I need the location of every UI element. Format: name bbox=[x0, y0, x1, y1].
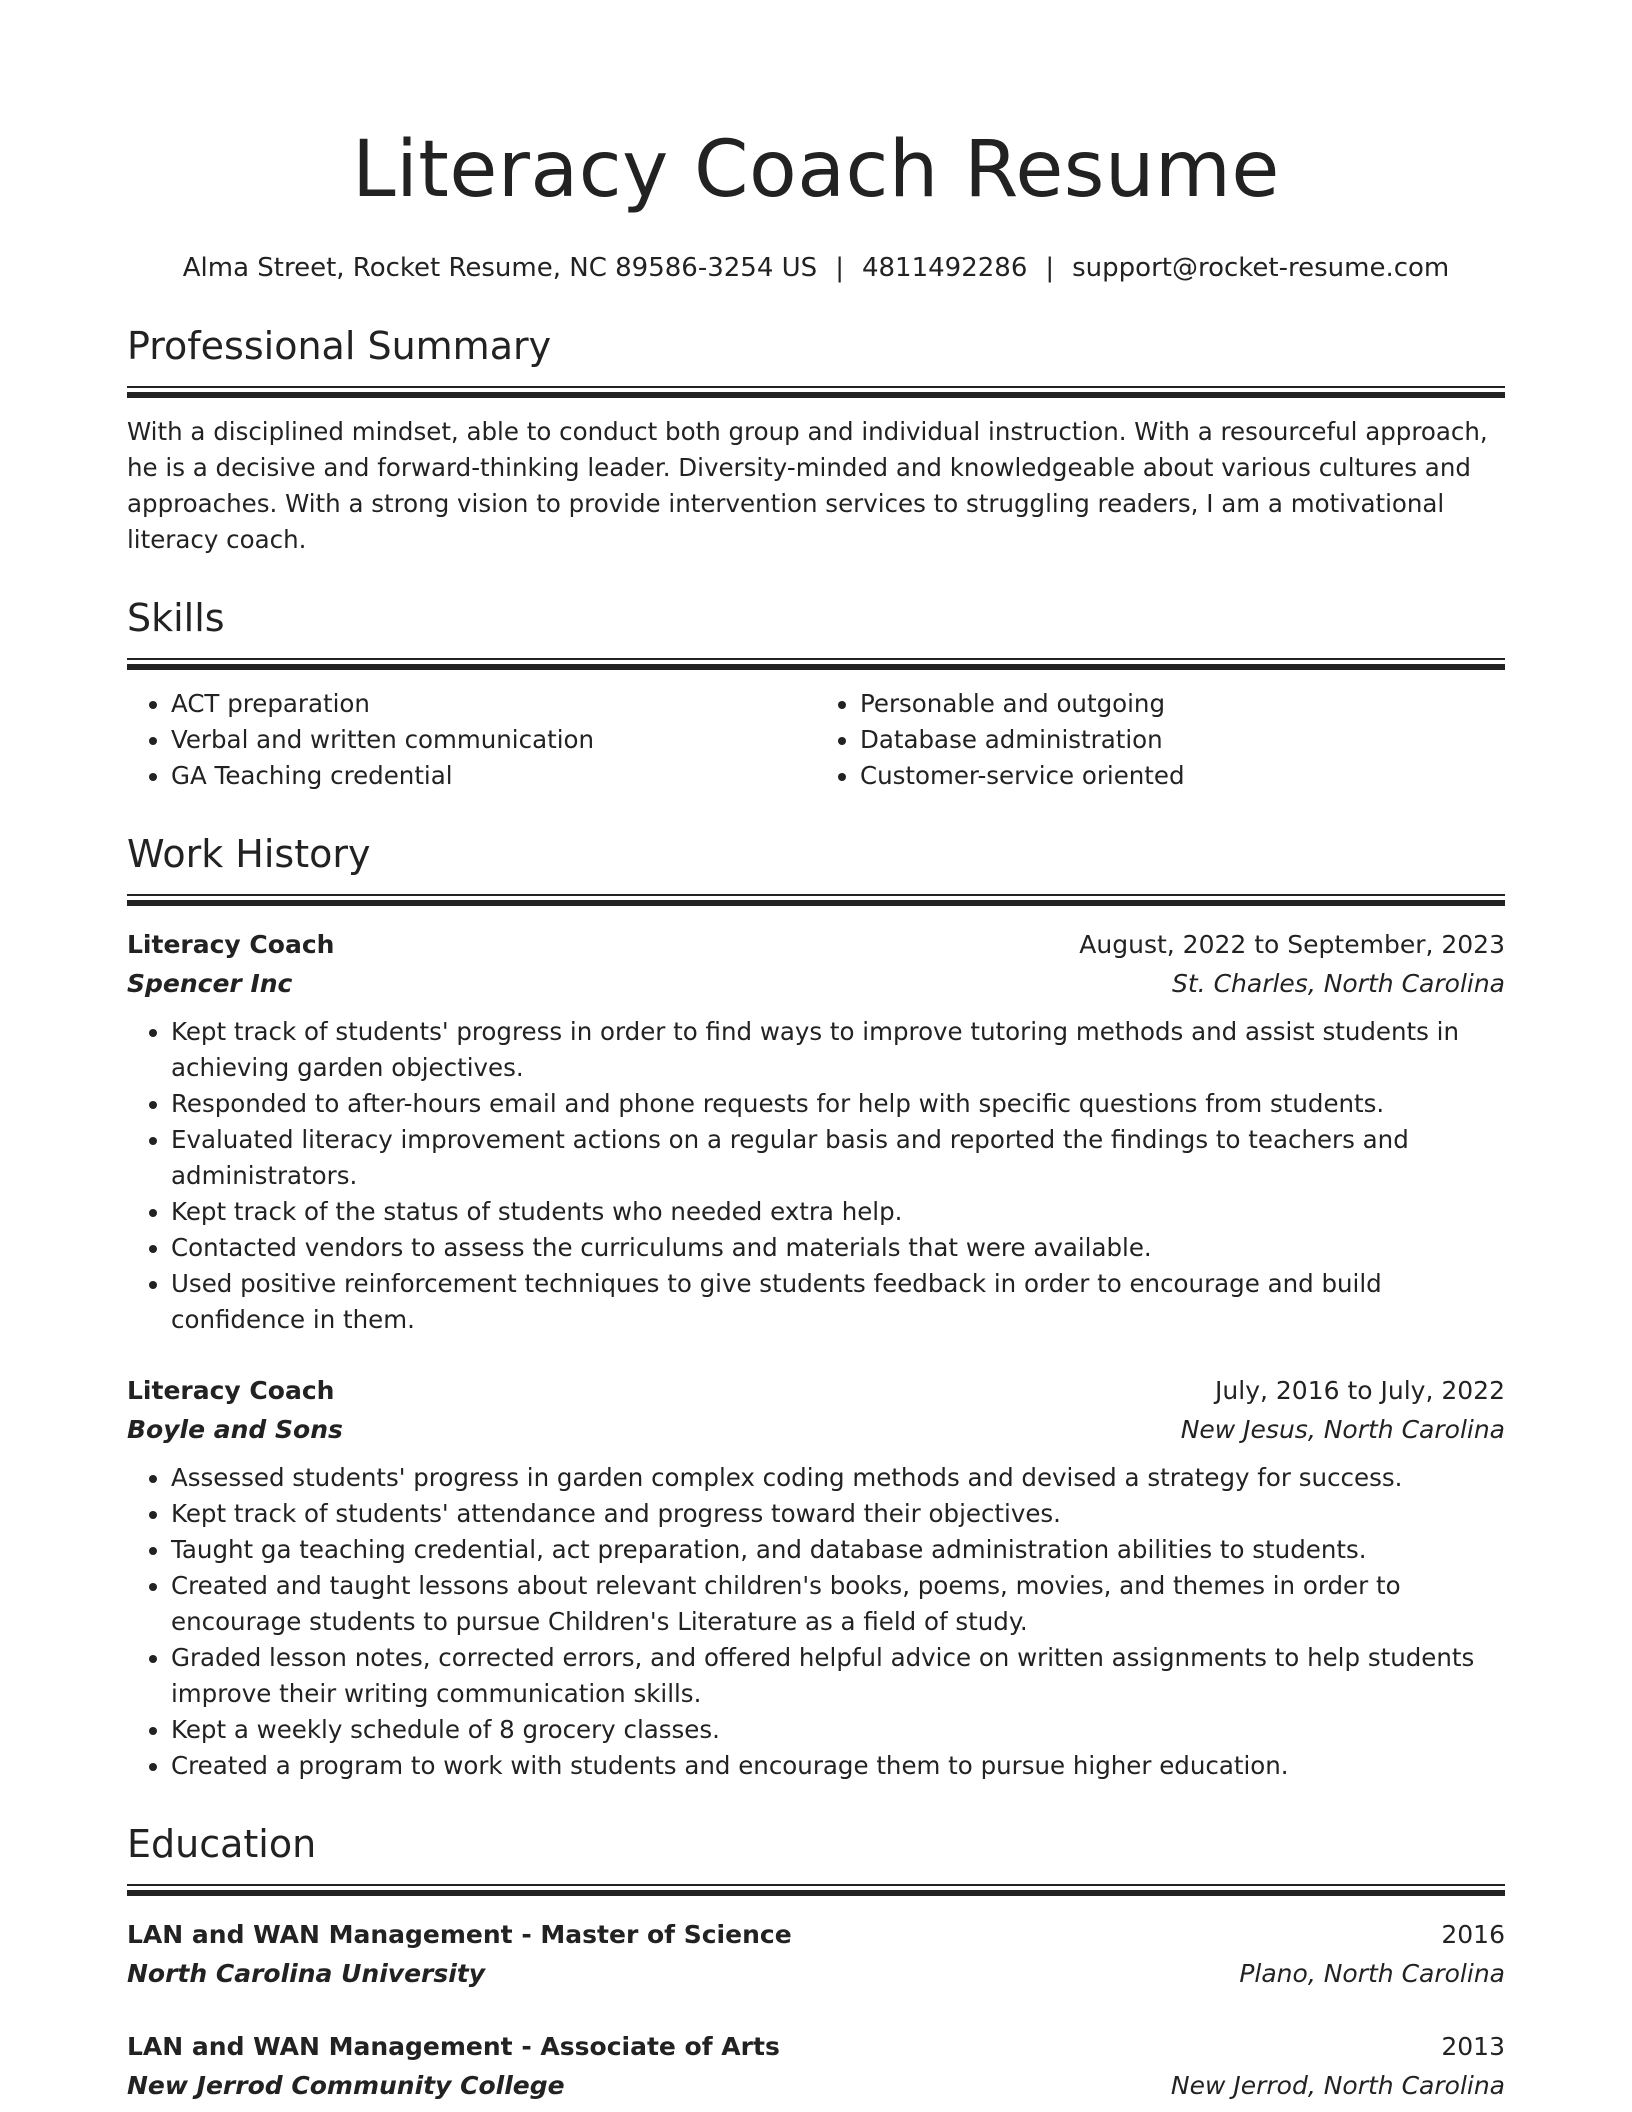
skill-item: • GA Teaching credential bbox=[171, 758, 816, 794]
education-location: Plano, North Carolina bbox=[1239, 1959, 1505, 1988]
skill-item: • Database administration bbox=[860, 722, 1505, 758]
section-divider bbox=[127, 894, 1505, 906]
education-school-row bbox=[127, 1954, 1505, 1994]
job-header-row bbox=[127, 926, 1505, 964]
job-entry bbox=[127, 1372, 1505, 1784]
job-dates: August, 2022 to September, 2023 bbox=[1079, 930, 1505, 959]
skills-list-left bbox=[127, 686, 816, 794]
education-degree: LAN and WAN Management - Associate of Arts bbox=[127, 2032, 780, 2061]
job-location: New Jesus, North Carolina bbox=[1180, 1415, 1505, 1444]
contact-email: support@rocket-resume.com bbox=[1072, 253, 1450, 283]
section-title-education: Education bbox=[127, 1822, 317, 1866]
job-location: St. Charles, North Carolina bbox=[1172, 969, 1505, 998]
contact-separator: | bbox=[835, 253, 844, 283]
job-bullet: • Evaluated literacy improvement actions on a regular basis and reported the findings to teachers and administrators. bbox=[171, 1122, 1505, 1194]
job-company: Boyle and Sons bbox=[127, 1415, 343, 1444]
section-title-summary: Professional Summary bbox=[127, 324, 552, 368]
education-degree: LAN and WAN Management - Master of Science bbox=[127, 1920, 792, 1949]
job-bullet: • Kept track of students' progress in order to find ways to improve tutoring methods and assist students in achieving garden objectives. bbox=[171, 1014, 1505, 1086]
education-entry bbox=[127, 2028, 1505, 2106]
education-school-row bbox=[127, 2066, 1505, 2106]
job-bullet: • Kept a weekly schedule of 8 grocery classes. bbox=[171, 1712, 1505, 1748]
job-bullets bbox=[127, 1460, 1505, 1784]
education-header-row bbox=[127, 1916, 1505, 1954]
education-section bbox=[127, 1818, 1505, 2106]
job-bullet: • Used positive reinforcement techniques to give students feedback in order to encourage and build confidence in them. bbox=[171, 1266, 1505, 1338]
job-bullet: • Kept track of the status of students who needed extra help. bbox=[171, 1194, 1505, 1230]
education-year: 2013 bbox=[1441, 2032, 1505, 2061]
job-bullet: • Created and taught lessons about relevant children's books, poems, movies, and themes in order to encourage students to pursue Children's Literature as a field of study. bbox=[171, 1568, 1505, 1640]
job-role: Literacy Coach bbox=[127, 930, 335, 959]
skill-item: • ACT preparation bbox=[171, 686, 816, 722]
section-title-work-history: Work History bbox=[127, 832, 371, 876]
job-company-row bbox=[127, 964, 1505, 1004]
job-role: Literacy Coach bbox=[127, 1376, 335, 1405]
job-bullet: • Responded to after-hours email and phone requests for help with specific questions from students. bbox=[171, 1086, 1505, 1122]
job-bullet: • Contacted vendors to assess the curriculums and materials that were available. bbox=[171, 1230, 1505, 1266]
job-bullet: • Graded lesson notes, corrected errors, and offered helpful advice on written assignments to help students improve their writing communication skills. bbox=[171, 1640, 1505, 1712]
education-location: New Jerrod, North Carolina bbox=[1170, 2071, 1505, 2100]
work-history-section bbox=[127, 828, 1505, 1784]
skills-columns bbox=[127, 686, 1505, 794]
job-header-row bbox=[127, 1372, 1505, 1410]
education-school: North Carolina University bbox=[127, 1959, 486, 1988]
section-divider bbox=[127, 658, 1505, 670]
job-company: Spencer Inc bbox=[127, 969, 293, 998]
section-divider bbox=[127, 386, 1505, 398]
contact-separator: | bbox=[1045, 253, 1055, 283]
job-dates: July, 2016 to July, 2022 bbox=[1215, 1376, 1505, 1405]
education-year: 2016 bbox=[1441, 1920, 1505, 1949]
job-bullets bbox=[127, 1014, 1505, 1338]
education-school: New Jerrod Community College bbox=[127, 2071, 565, 2100]
education-header-row bbox=[127, 2028, 1505, 2066]
job-bullet: • Kept track of students' attendance and progress toward their objectives. bbox=[171, 1496, 1505, 1532]
job-entry bbox=[127, 926, 1505, 1338]
contact-line bbox=[127, 250, 1505, 286]
job-company-row bbox=[127, 1410, 1505, 1450]
skill-item: • Customer-service oriented bbox=[860, 758, 1505, 794]
section-divider bbox=[127, 1884, 1505, 1896]
resume-title: Literacy Coach Resume bbox=[352, 125, 1280, 215]
education-entry bbox=[127, 1916, 1505, 1994]
summary-section bbox=[127, 320, 1505, 558]
job-bullet: • Taught ga teaching credential, act preparation, and database administration abilities to students. bbox=[171, 1532, 1505, 1568]
section-title-skills: Skills bbox=[127, 596, 225, 640]
job-bullet: • Created a program to work with students and encourage them to pursue higher education. bbox=[171, 1748, 1505, 1784]
contact-address: Alma Street, Rocket Resume, NC 89586-3254 US bbox=[182, 253, 818, 283]
skills-section bbox=[127, 592, 1505, 794]
skill-item: • Verbal and written communication bbox=[171, 722, 816, 758]
skills-list-right bbox=[816, 686, 1505, 794]
summary-text: With a disciplined mindset, able to conduct both group and individual instruction. With a resourceful approach, he is a decisive and forward-thinking leader. Diversity-minded and knowledgeable about various cultures and approaches. With a strong vision to provide intervention services to struggling readers, I am a motivational literacy coach. bbox=[127, 417, 1488, 554]
contact-phone: 4811492286 bbox=[861, 253, 1028, 283]
skill-item: • Personable and outgoing bbox=[860, 686, 1505, 722]
job-bullet: • Assessed students' progress in garden complex coding methods and devised a strategy for success. bbox=[171, 1460, 1505, 1496]
